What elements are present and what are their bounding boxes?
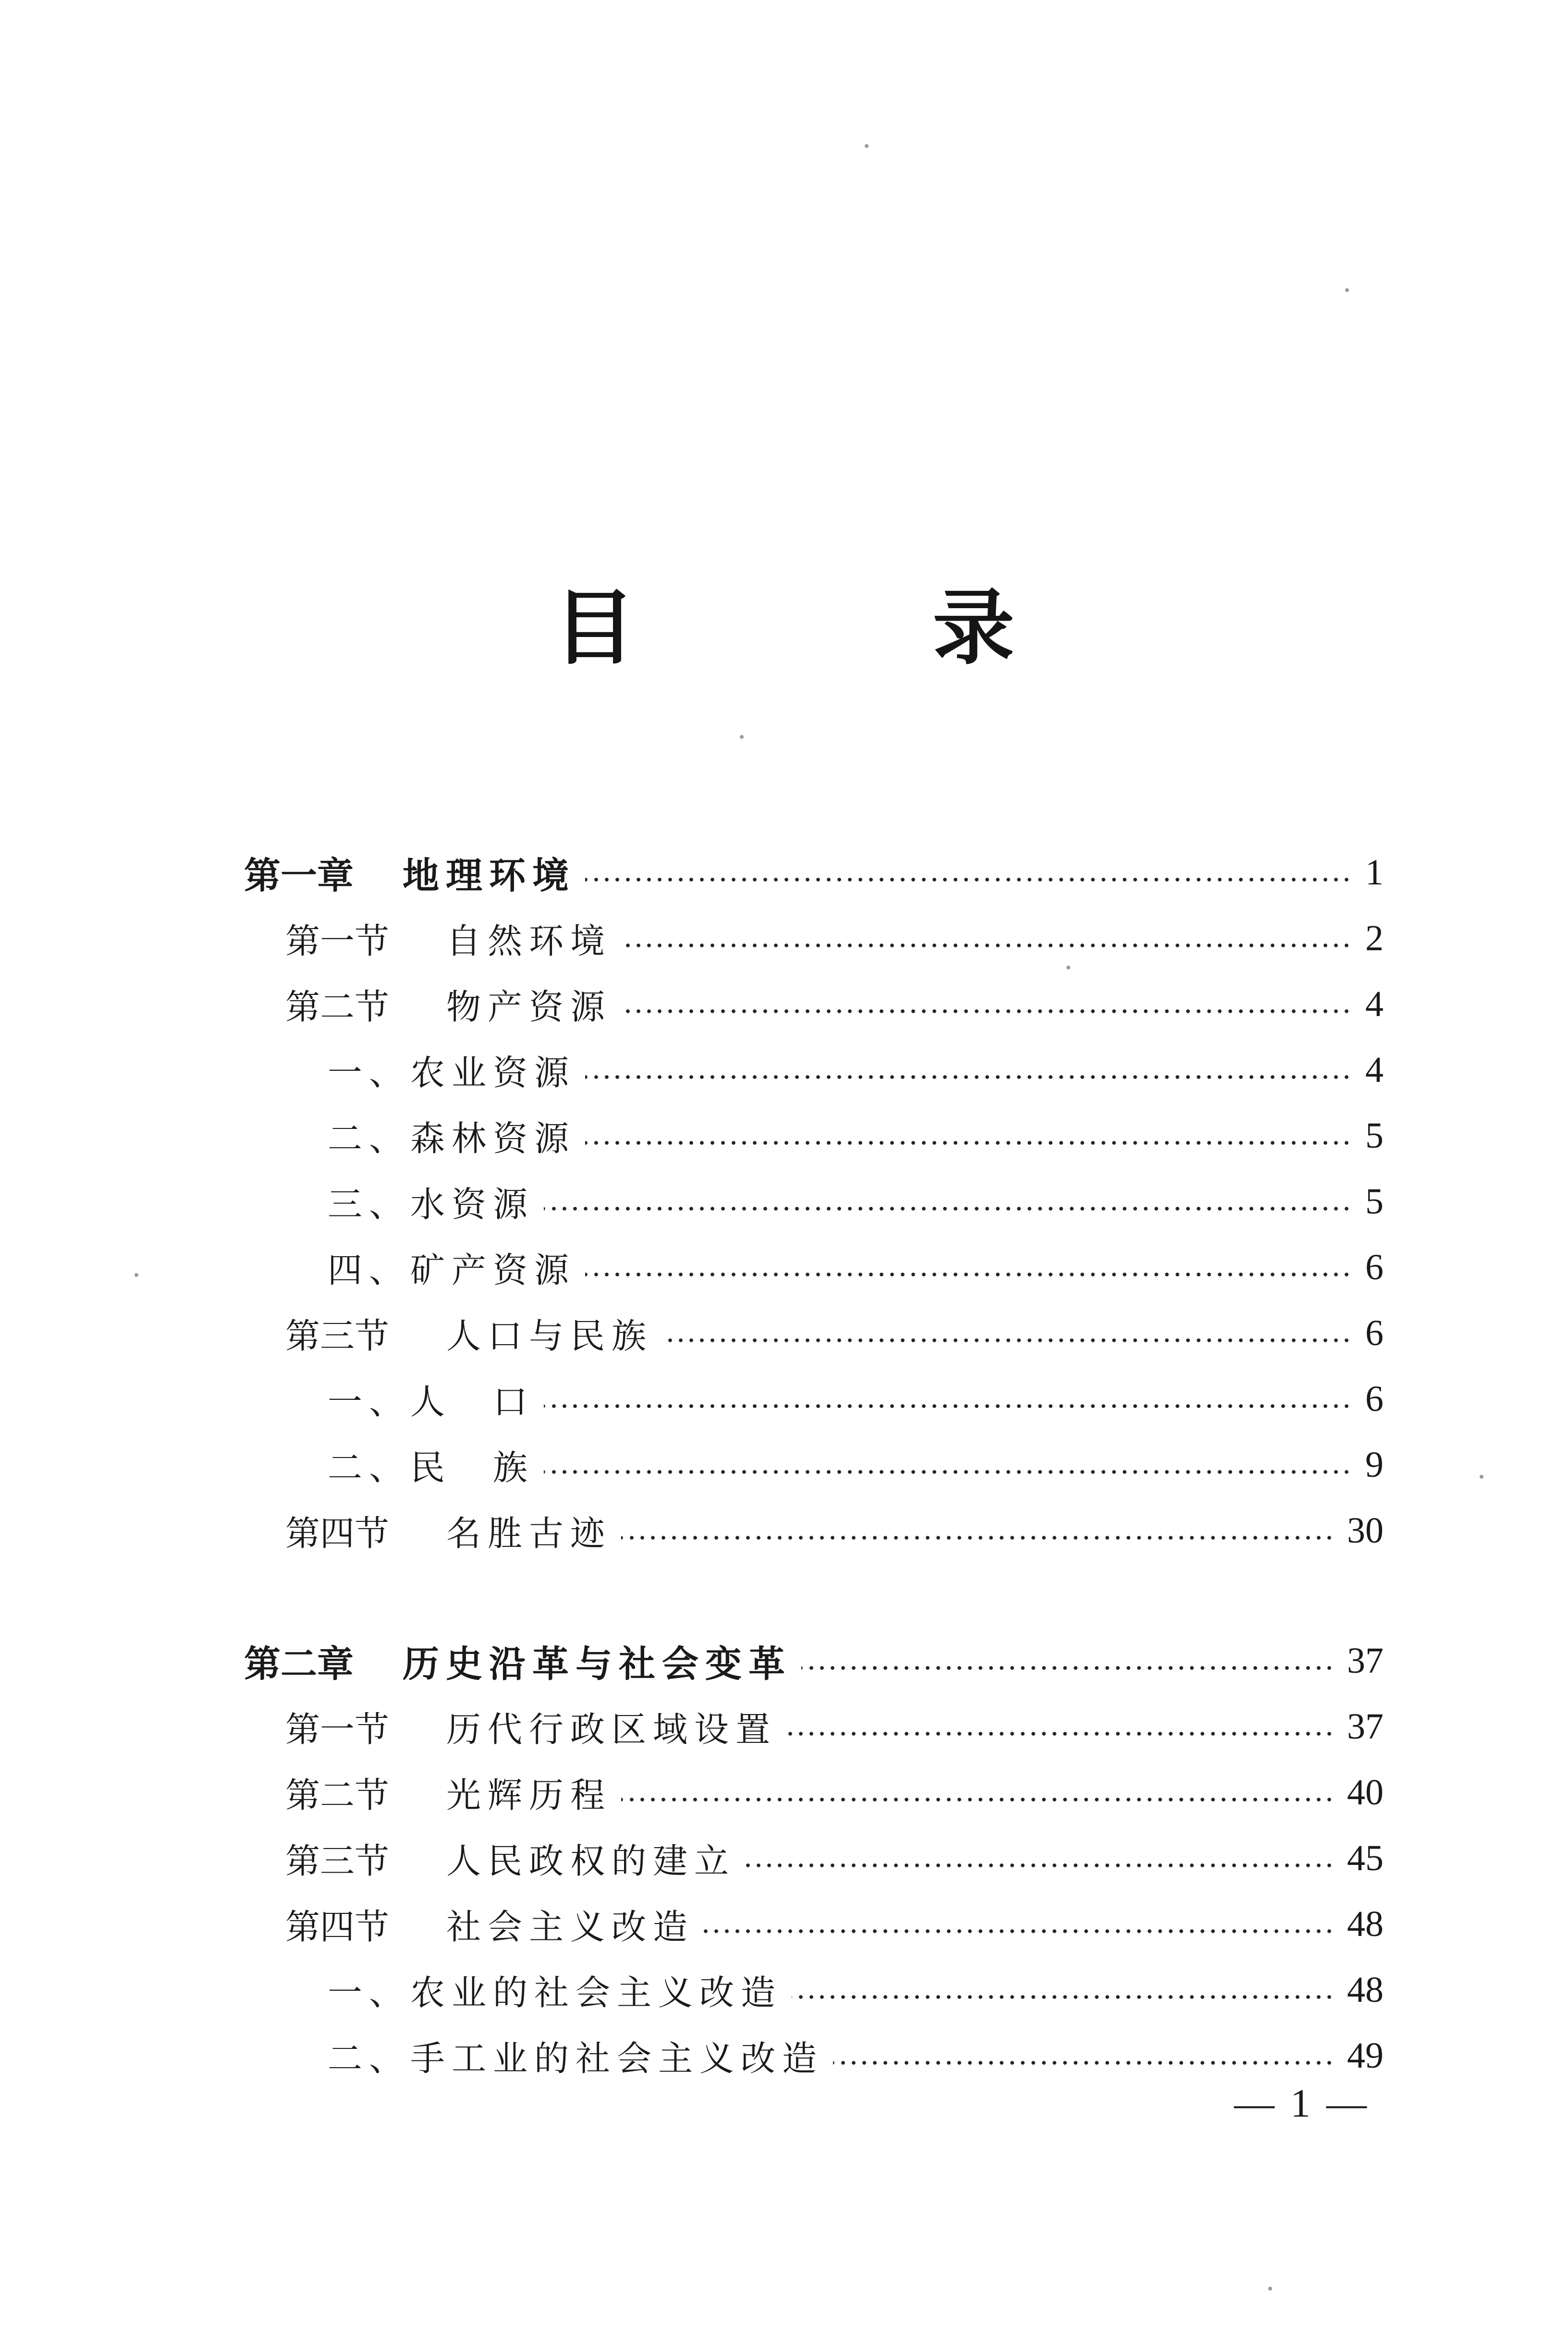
- page-number-footer: — 1 —: [1234, 2081, 1370, 2126]
- toc-section[interactable]: [285, 1898, 1384, 1950]
- toc-entry-number: 第四节: [285, 1513, 390, 1554]
- toc-item[interactable]: [328, 2029, 1384, 2082]
- scan-speck: [1480, 1475, 1483, 1479]
- toc-page-number: 1: [1365, 852, 1384, 893]
- dot-leader: [801, 1665, 1335, 1671]
- toc-page-number: 9: [1365, 1444, 1384, 1485]
- toc-page-number: 49: [1347, 2035, 1384, 2076]
- toc-entry-number: 第二节: [285, 1775, 390, 1815]
- toc-entry-title: 一、人 口: [328, 1382, 535, 1422]
- toc-entry-number: 第一章: [244, 854, 354, 897]
- dot-leader: [585, 1271, 1352, 1278]
- toc-entry-title: 二、民 族: [328, 1447, 535, 1488]
- toc-section[interactable]: [285, 912, 1384, 965]
- toc-page-number: 5: [1365, 1181, 1384, 1222]
- toc-entry-title: 光辉历程: [446, 1775, 612, 1815]
- dot-leader: [621, 942, 1352, 949]
- toc-entry-title: 二、森林资源: [328, 1118, 576, 1159]
- toc-page-number: 48: [1347, 1903, 1384, 1944]
- dot-leader: [585, 1074, 1352, 1080]
- dot-leader: [585, 1139, 1352, 1146]
- toc-section[interactable]: [285, 1832, 1384, 1885]
- toc-page-number: 4: [1365, 983, 1384, 1024]
- scan-speck: [1345, 288, 1349, 292]
- toc-page-number: 48: [1347, 1969, 1384, 2010]
- toc-entry-number: 第二节: [285, 987, 390, 1027]
- toc-entry-number: 第四节: [285, 1907, 390, 1947]
- toc-entry-title: 物产资源: [446, 987, 612, 1027]
- dot-leader: [544, 1205, 1352, 1212]
- dot-leader: [621, 1534, 1335, 1541]
- scan-speck: [740, 735, 744, 739]
- dot-leader: [544, 1403, 1352, 1409]
- toc-page-number: 37: [1347, 1706, 1384, 1747]
- scan-speck: [135, 1273, 138, 1277]
- dot-leader: [786, 1730, 1335, 1737]
- toc-entry-number: 第三节: [285, 1841, 390, 1881]
- toc-entry-title: 一、农业资源: [328, 1053, 576, 1093]
- toc-section[interactable]: [285, 1307, 1384, 1360]
- toc-section[interactable]: [285, 1504, 1384, 1557]
- toc-page-number: 6: [1365, 1312, 1384, 1353]
- toc-entry-title: 一、农业的社会主义改造: [328, 1973, 783, 2013]
- dot-leader: [585, 876, 1352, 883]
- toc-item[interactable]: [328, 1241, 1384, 1294]
- toc-section[interactable]: [285, 1766, 1384, 1819]
- toc-item[interactable]: [328, 1043, 1384, 1096]
- toc-item[interactable]: [328, 1438, 1384, 1491]
- dot-leader: [792, 1994, 1335, 2000]
- scan-speck: [1268, 2287, 1272, 2291]
- toc-item[interactable]: [328, 1372, 1384, 1425]
- dot-leader: [662, 1337, 1352, 1344]
- toc-entry-title: 人口与民族: [446, 1316, 653, 1356]
- toc-entry-title: 人民政权的建立: [446, 1841, 736, 1881]
- dot-leader: [544, 1469, 1352, 1475]
- dot-leader: [745, 1862, 1335, 1869]
- toc-entry-number: 第一节: [285, 1709, 390, 1750]
- toc-entry-title: 地理环境: [403, 854, 576, 897]
- toc-entry-title: 名胜古迹: [446, 1513, 612, 1554]
- scan-speck: [1066, 966, 1070, 969]
- toc-entry-title: 三、水资源: [328, 1184, 535, 1225]
- toc-entry-number: 第三节: [285, 1316, 390, 1356]
- toc-item[interactable]: [328, 1109, 1384, 1162]
- toc-chapter-1[interactable]: [244, 846, 1384, 899]
- toc-section[interactable]: [285, 1700, 1384, 1753]
- scan-speck: [865, 144, 869, 148]
- dot-leader: [833, 2059, 1335, 2066]
- toc-entry-title: 历史沿革与社会变革: [403, 1642, 792, 1685]
- dot-leader: [704, 1928, 1335, 1935]
- toc-entry-title: 历代行政区域设置: [446, 1709, 777, 1750]
- toc-page-number: 40: [1347, 1772, 1384, 1813]
- toc-item[interactable]: [328, 1175, 1384, 1228]
- toc-entry-title: 二、手工业的社会主义改造: [328, 2038, 824, 2079]
- toc-page-number: 2: [1365, 918, 1384, 958]
- toc-entry-number: 第一节: [285, 921, 390, 961]
- toc-entry-title: 自然环境: [446, 921, 612, 961]
- toc-page-number: 5: [1365, 1115, 1384, 1156]
- toc-page-number: 6: [1365, 1247, 1384, 1287]
- toc-entry-title: 四、矿产资源: [328, 1250, 576, 1290]
- dot-leader: [621, 1008, 1352, 1015]
- toc-page-number: 37: [1347, 1640, 1384, 1681]
- toc-entry-number: 第二章: [244, 1642, 354, 1685]
- dot-leader: [621, 1796, 1335, 1803]
- toc-page-number: 6: [1365, 1378, 1384, 1419]
- toc-section[interactable]: [285, 978, 1384, 1030]
- toc-page-number: 30: [1347, 1510, 1384, 1551]
- toc-page-number: 45: [1347, 1838, 1384, 1878]
- toc-chapter-2[interactable]: [244, 1634, 1384, 1687]
- page-title: 目 录: [553, 581, 1149, 676]
- toc-item[interactable]: [328, 1963, 1384, 2016]
- toc-page-number: 4: [1365, 1049, 1384, 1090]
- toc-entry-title: 社会主义改造: [446, 1907, 695, 1947]
